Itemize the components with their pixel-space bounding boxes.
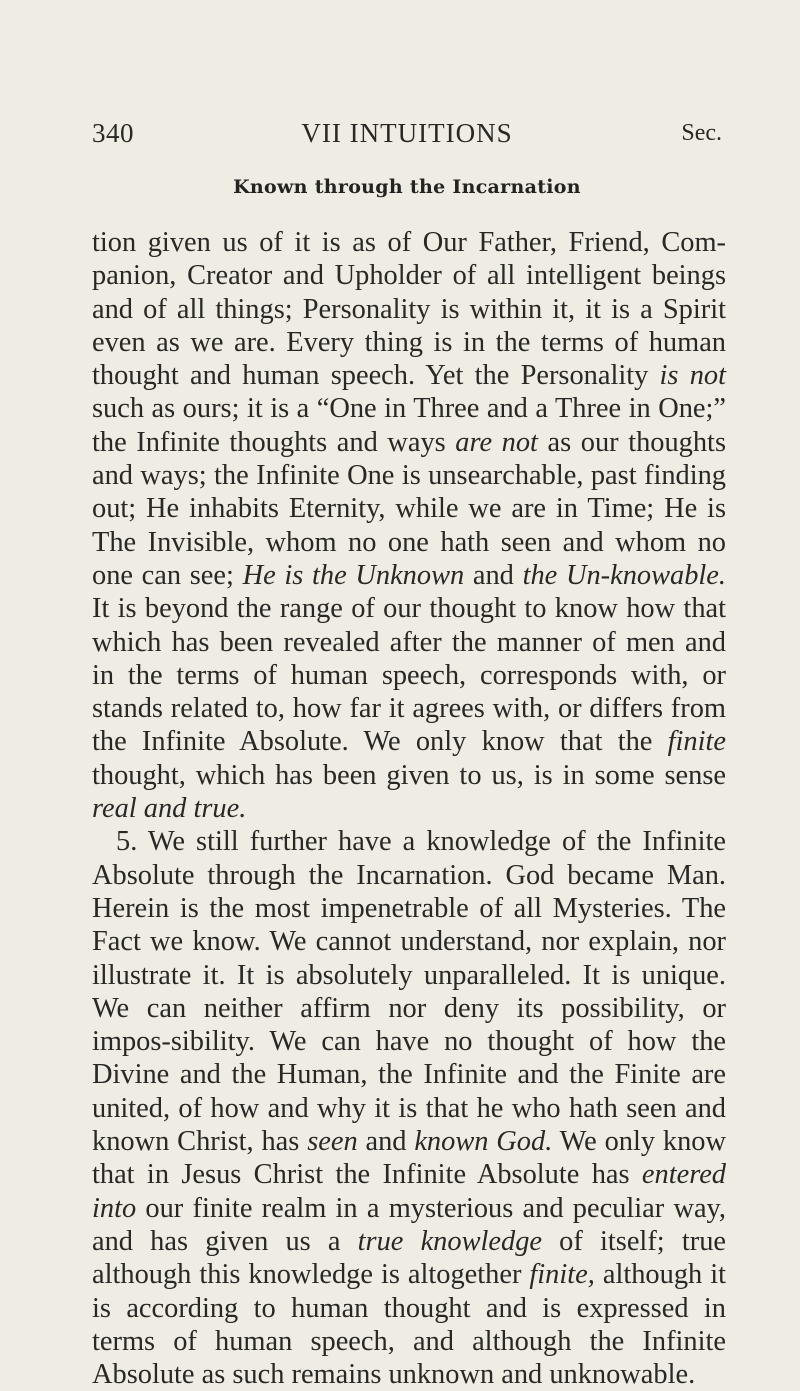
emphasis: the Un-knowable. [522,559,727,591]
emphasis: real and true. [92,793,247,825]
page-header [92,118,722,158]
body-text [92,226,726,1391]
emphasis: known God. [414,1126,553,1158]
emphasis: is not [659,360,726,392]
emphasis: finite, [529,1259,595,1291]
paragraph-continued: tion given us of it is as of Our Father, Friend, Com-panion, Creator and Upholder of all intelligent beings and of all things; Personality is within it, it is a Spirit even as we are. Every thing is in the terms of human thought and human speech. Yet the Personality is not such as ours; it is a “One in Three and a Three in One;” the Infinite thoughts and ways are not as our thoughts and ways; the Infinite One is unsearchable, past finding out; He inhabits Eternity, while we are in Time; He is The Invisible, whom no one hath seen and whom no one can see; He is the Unknown and the Un-knowable. It is beyond the range of our thought to know how that which has been revealed after the manner of men and in the terms of human speech, corresponds with, or stands related to, how far it agrees with, or differs from the Infinite Absolute. We only know that the finite thought, which has been given to us, is in some sense real and true. [92,227,727,825]
emphasis: seen [307,1126,358,1158]
emphasis: He is the Unknown [242,559,465,591]
page-number: 340 [92,118,134,148]
paragraph-section-5: 5. We still further have a knowledge of the Infinite Absolute through the Incarnation. God became Man. Herein is the most impenetrable of all Mysteries. The Fact we know. We cannot understand, nor explain, nor illustrate it. It is absolutely unparalleled. It is unique. We can neither affirm nor deny its possibility, or impos-sibility. We can have no thought of how the Divine and the Human, the Infinite and the Finite are united, of how and why it is that he who hath seen and known Christ, has seen and known God. We only know that in Jesus Christ the Infinite Absolute has entered into our finite realm in a mysterious and peculiar way, and has given us a true knowledge of itself; true although this knowledge is altogether finite, although it is according to human thought and is expressed in terms of human speech, and although the Infinite Absolute as such remains unknown and unknowable. [92,826,727,1391]
emphasis: are not [455,426,538,458]
side-heading: Known through the Incarnation [233,176,581,198]
running-head: VII INTUITIONS [301,118,513,148]
emphasis: entered into [92,1159,726,1224]
emphasis: finite [667,726,726,758]
emphasis: true knowledge [357,1225,542,1257]
section-mark: Sec. [681,120,722,146]
